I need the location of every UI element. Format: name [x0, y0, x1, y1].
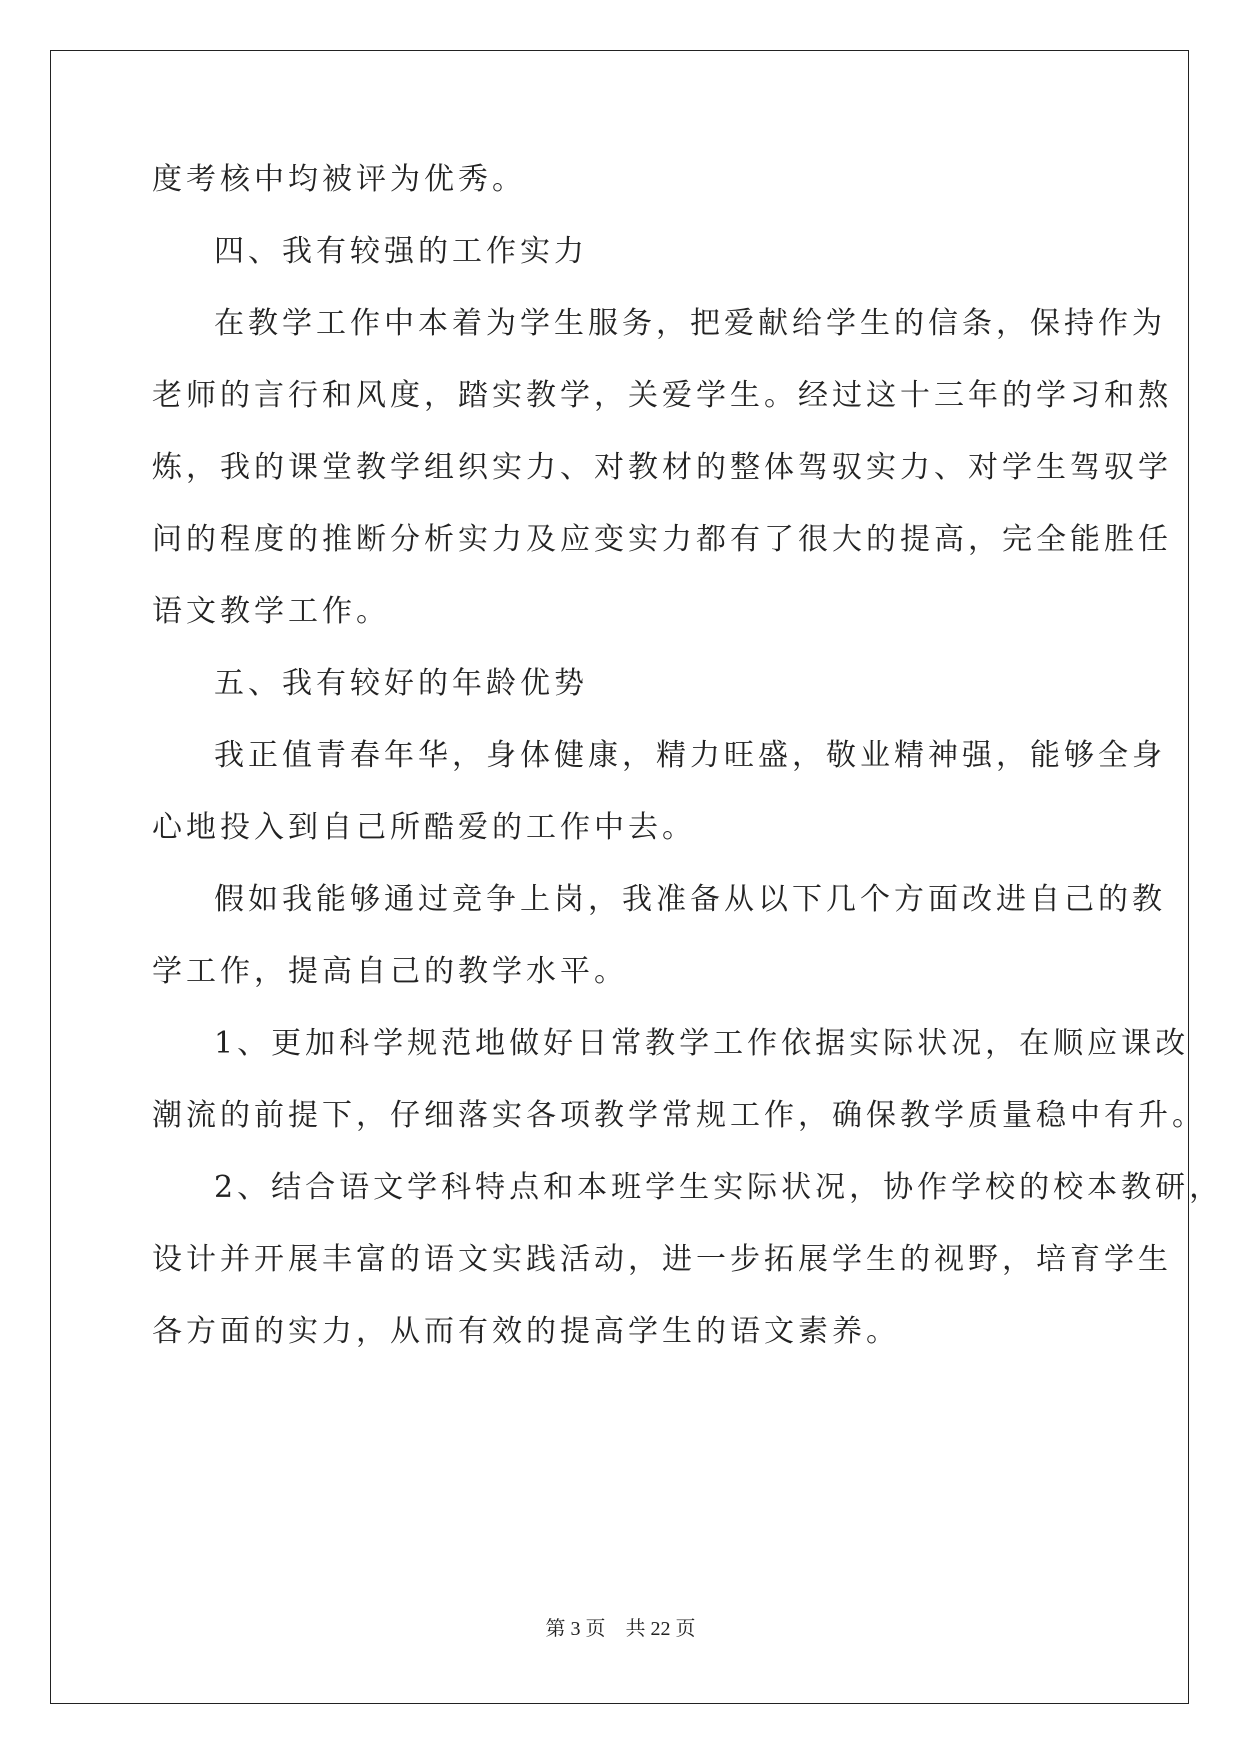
list-item-line: 设计并开展丰富的语文实践活动，进一步拓展学生的视野，培育学生	[152, 1242, 1172, 1277]
paragraph-line: 问的程度的推断分析实力及应变实力都有了很大的提高，完全能胜任	[152, 522, 1172, 557]
paragraph-line: 心地投入到自己所酷爱的工作中去。	[152, 810, 696, 845]
paragraph-line: 炼，我的课堂教学组织实力、对教材的整体驾驭实力、对学生驾驭学	[152, 450, 1172, 485]
paragraph-line: 语文教学工作。	[152, 594, 390, 629]
section-heading: 五、我有较好的年龄优势	[214, 666, 588, 701]
list-item-line: 2、结合语文学科特点和本班学生实际状况，协作学校的校本教研，	[214, 1170, 1224, 1205]
list-item-line: 潮流的前提下，仔细落实各项教学常规工作，确保教学质量稳中有升。	[152, 1098, 1206, 1133]
paragraph-line: 度考核中均被评为优秀。	[152, 162, 526, 197]
paragraph-line: 在教学工作中本着为学生服务，把爱献给学生的信条，保持作为	[214, 306, 1166, 341]
paragraph-line: 我正值青春年华，身体健康，精力旺盛，敬业精神强，能够全身	[214, 738, 1166, 773]
section-heading: 四、我有较强的工作实力	[214, 234, 588, 269]
paragraph-line: 学工作，提高自己的教学水平。	[152, 954, 628, 989]
list-item-line: 1、更加科学规范地做好日常教学工作依据实际状况，在顺应课改	[214, 1026, 1190, 1061]
list-item-line: 各方面的实力，从而有效的提高学生的语文素养。	[152, 1314, 900, 1349]
page-border	[50, 50, 1224, 1704]
paragraph-line: 假如我能够通过竞争上岗，我准备从以下几个方面改进自己的教	[214, 882, 1166, 917]
paragraph-line: 老师的言行和风度，踏实教学，关爱学生。经过这十三年的学习和熬	[152, 378, 1172, 413]
page-number-footer: 第 3 页 共 22 页	[545, 1618, 696, 1640]
